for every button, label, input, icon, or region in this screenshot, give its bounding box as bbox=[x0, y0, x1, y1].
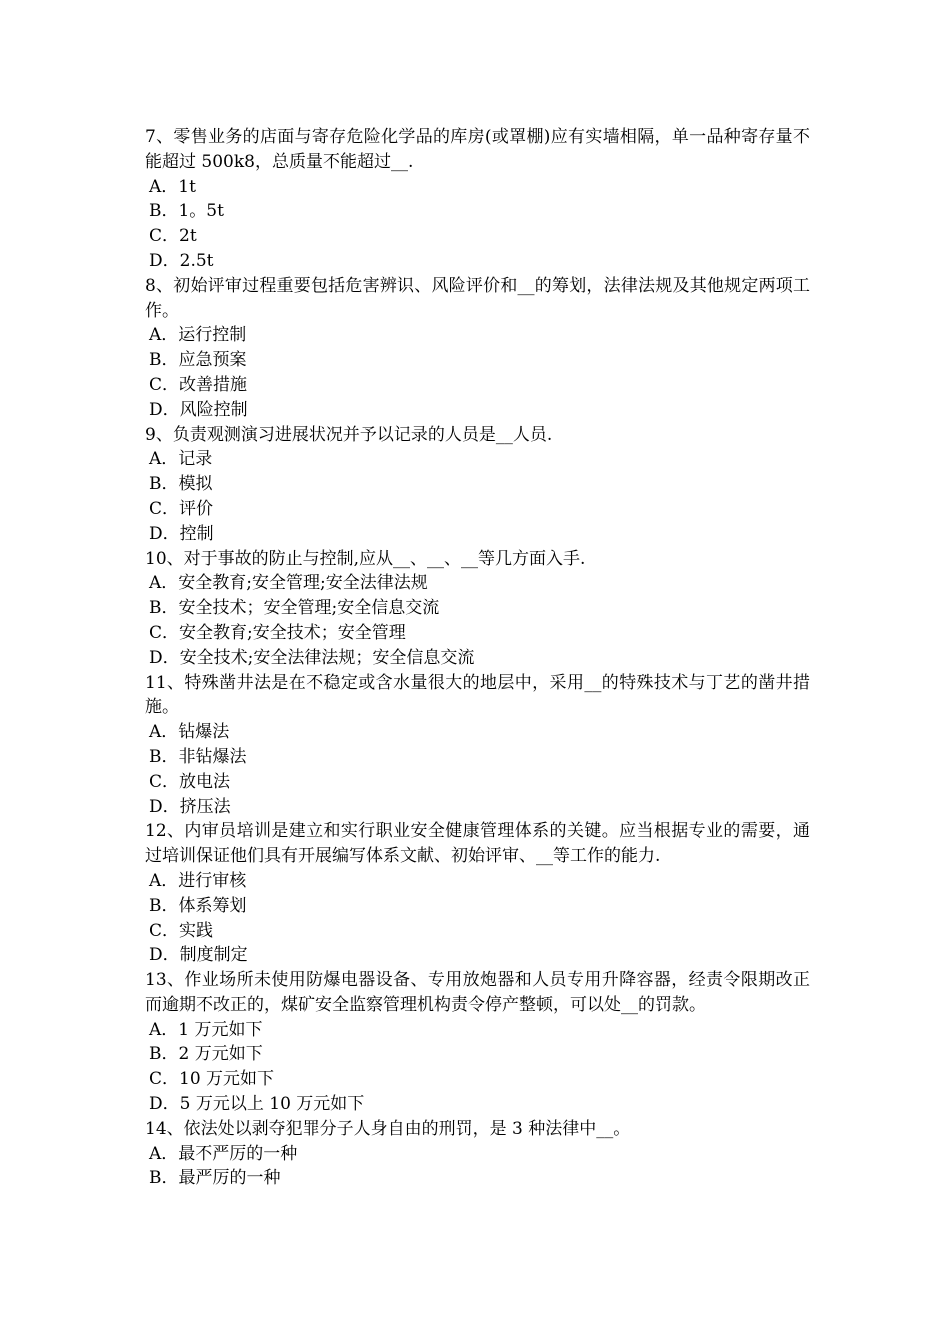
question-7 bbox=[145, 125, 810, 274]
option-c: C．改善措施 bbox=[149, 374, 248, 395]
option-a: A．安全教育;安全管理;安全法律法规 bbox=[149, 573, 428, 594]
question-8 bbox=[145, 274, 810, 423]
option-c: C．10 万元如下 bbox=[149, 1069, 275, 1090]
question-9 bbox=[145, 423, 810, 547]
option-b: B．安全技术；安全管理;安全信息交流 bbox=[149, 598, 440, 619]
option-c: C．实践 bbox=[149, 920, 214, 941]
option-d: D．5 万元以上 10 万元如下 bbox=[149, 1094, 365, 1115]
option-a: A．最不严厉的一种 bbox=[149, 1143, 298, 1164]
option-d: D．挤压法 bbox=[149, 796, 231, 817]
question-text: 7、零售业务的店面与寄存危险化学品的库房(或罩棚)应有实墙相隔，单一品种寄存量不能超过 500k8，总质量不能超过__. bbox=[145, 127, 810, 172]
option-a: A．1t bbox=[149, 176, 196, 197]
option-a: A．进行审核 bbox=[149, 870, 247, 891]
question-text: 10、对于事故的防止与控制,应从__、__、__等几方面入手. bbox=[145, 548, 586, 569]
question-11 bbox=[145, 671, 810, 820]
question-text: 14、依法处以剥夺犯罪分子人身自由的刑罚，是 3 种法律中__。 bbox=[145, 1118, 631, 1139]
option-d: D．制度制定 bbox=[149, 945, 248, 966]
option-b: B．模拟 bbox=[149, 474, 213, 495]
question-12 bbox=[145, 819, 810, 968]
question-14 bbox=[145, 1117, 810, 1191]
option-c: C．评价 bbox=[149, 498, 214, 519]
option-a: A．1 万元如下 bbox=[149, 1019, 263, 1040]
option-d: D．控制 bbox=[149, 523, 214, 544]
option-b: B．最严厉的一种 bbox=[149, 1168, 281, 1189]
option-a: A．运行控制 bbox=[149, 325, 247, 346]
question-10 bbox=[145, 547, 810, 671]
option-d: D．安全技术;安全法律法规；安全信息交流 bbox=[149, 647, 475, 668]
option-b: B．1。5t bbox=[149, 201, 224, 222]
option-b: B．非钻爆法 bbox=[149, 746, 247, 767]
question-text: 12、内审员培训是建立和实行职业安全健康管理体系的关键。应当根据专业的需要，通过培训保证他们具有开展编写体系文献、初始评审、__等工作的能力. bbox=[145, 821, 810, 867]
option-c: C．2t bbox=[149, 226, 197, 247]
option-d: D．风险控制 bbox=[149, 399, 248, 420]
option-b: B．体系筹划 bbox=[149, 895, 247, 916]
question-13 bbox=[145, 968, 810, 1117]
option-a: A．钻爆法 bbox=[149, 722, 230, 743]
option-c: C．安全教育;安全技术；安全管理 bbox=[149, 622, 406, 643]
option-b: B．应急预案 bbox=[149, 350, 247, 371]
question-text: 11、特殊凿井法是在不稳定或含水量很大的地层中，采用__的特殊技术与丁艺的凿井措施。 bbox=[145, 672, 810, 718]
question-text: 13、作业场所未使用防爆电器设备、专用放炮器和人员专用升降容器，经责令限期改正而逾期不改正的，煤矿安全监察管理机构责令停产整顿，可以处__的罚款。 bbox=[145, 970, 810, 1015]
option-a: A．记录 bbox=[149, 449, 213, 470]
question-text: 8、初始评审过程重要包括危害辨识、风险评价和__的筹划，法律法规及其他规定两项工作。 bbox=[145, 275, 810, 321]
question-text: 9、负责观测演习进展状况并予以记录的人员是__人员. bbox=[145, 424, 553, 445]
option-c: C．放电法 bbox=[149, 771, 231, 792]
option-d: D．2.5t bbox=[149, 250, 214, 271]
question-list bbox=[145, 125, 810, 1191]
option-b: B．2 万元如下 bbox=[149, 1044, 263, 1065]
